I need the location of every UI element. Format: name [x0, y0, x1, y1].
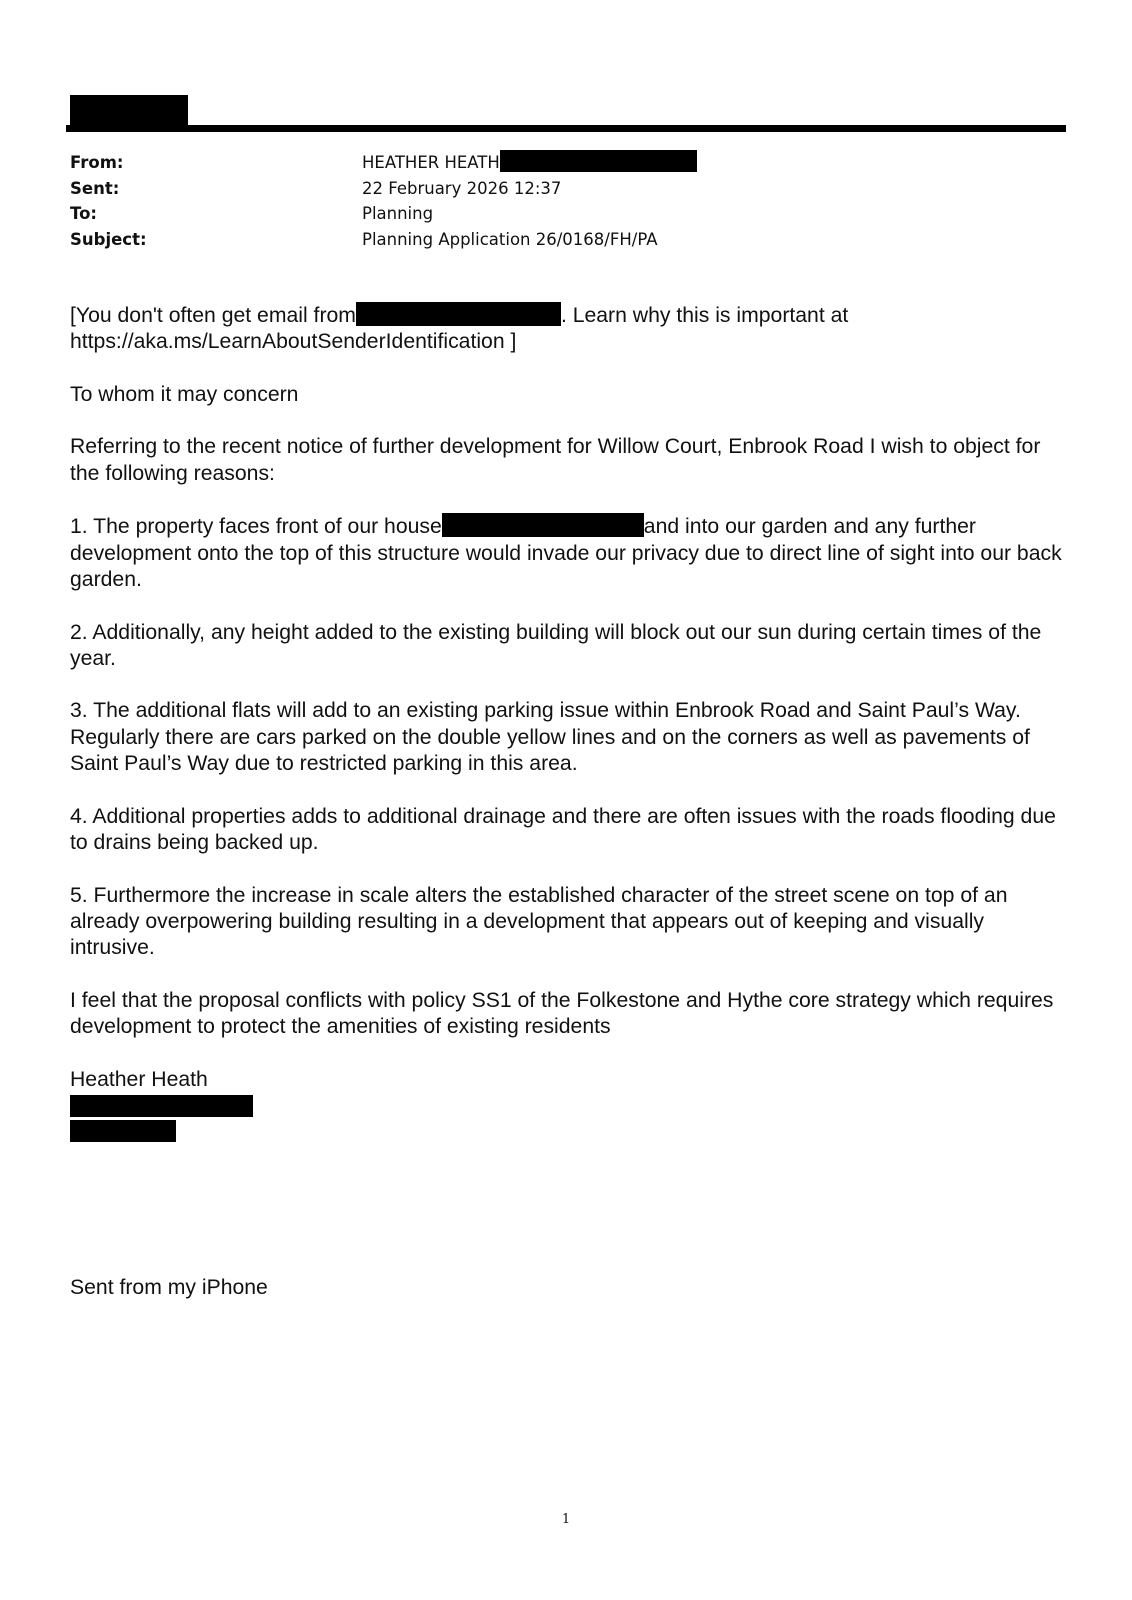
objection-point-4: 4. Additional properties adds to additional drainage and there are often issues with the roads flooding due to drains being backed up.	[70, 804, 1056, 854]
objection-point-5: 5. Furthermore the increase in scale alters the established character of the street scene on top of an already overpowering building resulting in a development that appears out of keeping and visually intrusive.	[70, 883, 1008, 960]
signature-block	[70, 1067, 1065, 1141]
sent-value: 22 February 2026 12:37	[362, 178, 562, 198]
subject-label: Subject:	[70, 229, 147, 249]
subject-value: Planning Application 26/0168/FH/PA	[362, 229, 658, 249]
redacted-signature-line-2	[70, 1120, 176, 1142]
objection-point-1	[70, 513, 1065, 593]
notice-suffix: . Learn why this is important at	[560, 304, 849, 327]
to-value: Planning	[362, 204, 434, 223]
notice-prefix: [You don't often get email from	[70, 304, 356, 327]
subject-row	[70, 227, 970, 253]
to-label: To:	[70, 204, 97, 223]
sent-from-signature: Sent from my iPhone	[70, 1276, 268, 1299]
sent-label: Sent:	[70, 178, 120, 198]
email-header	[70, 150, 970, 252]
from-row	[70, 150, 970, 176]
redacted-address	[442, 513, 644, 537]
from-value	[362, 150, 697, 176]
redacted-notice-email	[356, 302, 561, 326]
greeting: To whom it may concern	[70, 382, 299, 406]
point1-start: 1. The property faces front of our house	[70, 515, 442, 539]
header-redaction-tab	[70, 95, 188, 127]
external-sender-notice	[70, 302, 1065, 356]
point1-end: and into our garden and any further development onto the top of this structure would invade our privacy due to direct line of sight into our back garden.	[70, 515, 1062, 591]
sender-identification-link[interactable]: https://aka.ms/LearnAboutSenderIdentification ]	[70, 330, 517, 354]
from-label: From:	[70, 153, 124, 172]
intro-paragraph: Referring to the recent notice of further development for Willow Court, Enbrook Road I wish to object for the following reasons:	[70, 435, 1041, 485]
sender-name: HEATHER HEATH	[362, 153, 500, 172]
sent-row	[70, 176, 970, 202]
to-row	[70, 201, 970, 227]
conclusion-paragraph: I feel that the proposal conflicts with policy SS1 of the Folkestone and Hythe core strategy which requires development to protect the amenities of existing residents	[70, 988, 1054, 1039]
header-rule	[66, 125, 1066, 132]
signature-name: Heather Heath	[70, 1067, 208, 1091]
email-body	[70, 302, 1065, 1141]
objection-point-3: 3. The additional flats will add to an existing parking issue within Enbrook Road and Saint Paul’s Way. Regularly there are cars parked on the double yellow lines and on the corners as well as pavements of Saint Paul’s Way due to restricted parking in this area.	[70, 699, 1030, 776]
redacted-signature-details	[70, 1093, 1065, 1141]
redacted-signature-line-1	[70, 1095, 253, 1117]
objection-point-2: 2. Additionally, any height added to the existing building will block out our sun during certain times of the year.	[70, 620, 1042, 670]
redacted-sender-email	[500, 150, 697, 172]
page-number: 1	[561, 1512, 571, 1527]
